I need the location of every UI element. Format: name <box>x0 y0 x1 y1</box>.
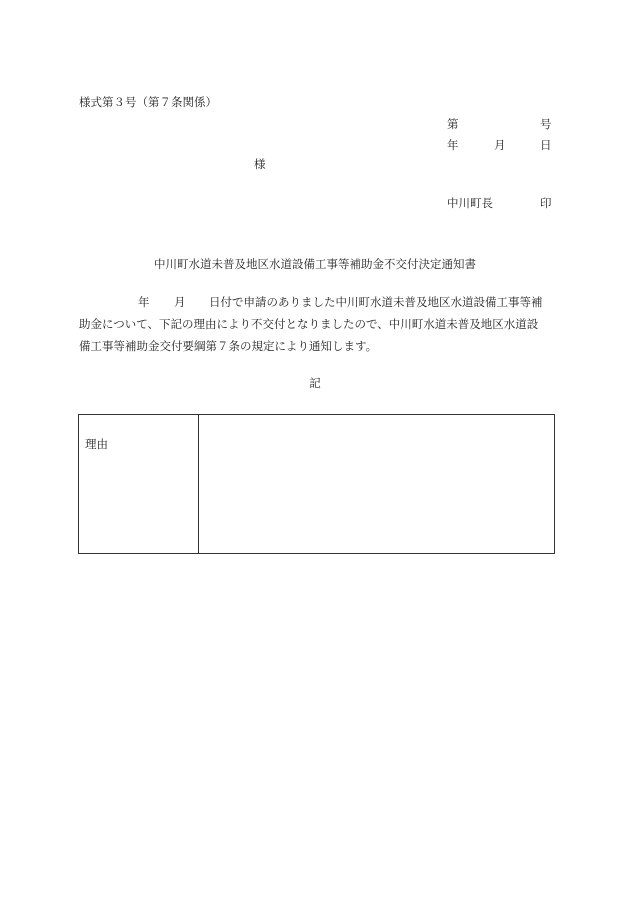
date-month-label: 月 <box>494 138 506 152</box>
body-year-label: 年 <box>138 295 150 309</box>
date-day-label: 日 <box>540 138 552 152</box>
document-number-suffix: 号 <box>540 117 552 131</box>
body-line-1: 日付で申請のありました中川町水道未普及地区水道設備工事等補 <box>209 295 543 309</box>
table-column-divider <box>198 415 199 553</box>
body-line-3: 備工事等補助金交付要綱第７条の規定により通知します。 <box>79 339 378 353</box>
sender-title: 中川町長 <box>447 196 493 210</box>
note-heading: 記 <box>309 376 321 390</box>
reason-label: 理由 <box>85 437 108 451</box>
form-number: 様式第３号（第７条関係） <box>79 95 217 109</box>
body-month-label: 月 <box>174 295 186 309</box>
reason-content-cell <box>205 423 548 547</box>
reason-table <box>78 414 555 554</box>
date-year-label: 年 <box>447 138 459 152</box>
body-line-2: 助金について、下記の理由により不交付となりましたので、中川町水道未普及地区水道設 <box>79 317 539 331</box>
seal-mark: 印 <box>540 196 552 210</box>
recipient-honorific: 様 <box>254 157 266 171</box>
document-number-prefix: 第 <box>447 117 459 131</box>
document-title: 中川町水道未普及地区水道設備工事等補助金不交付決定通知書 <box>154 257 476 271</box>
